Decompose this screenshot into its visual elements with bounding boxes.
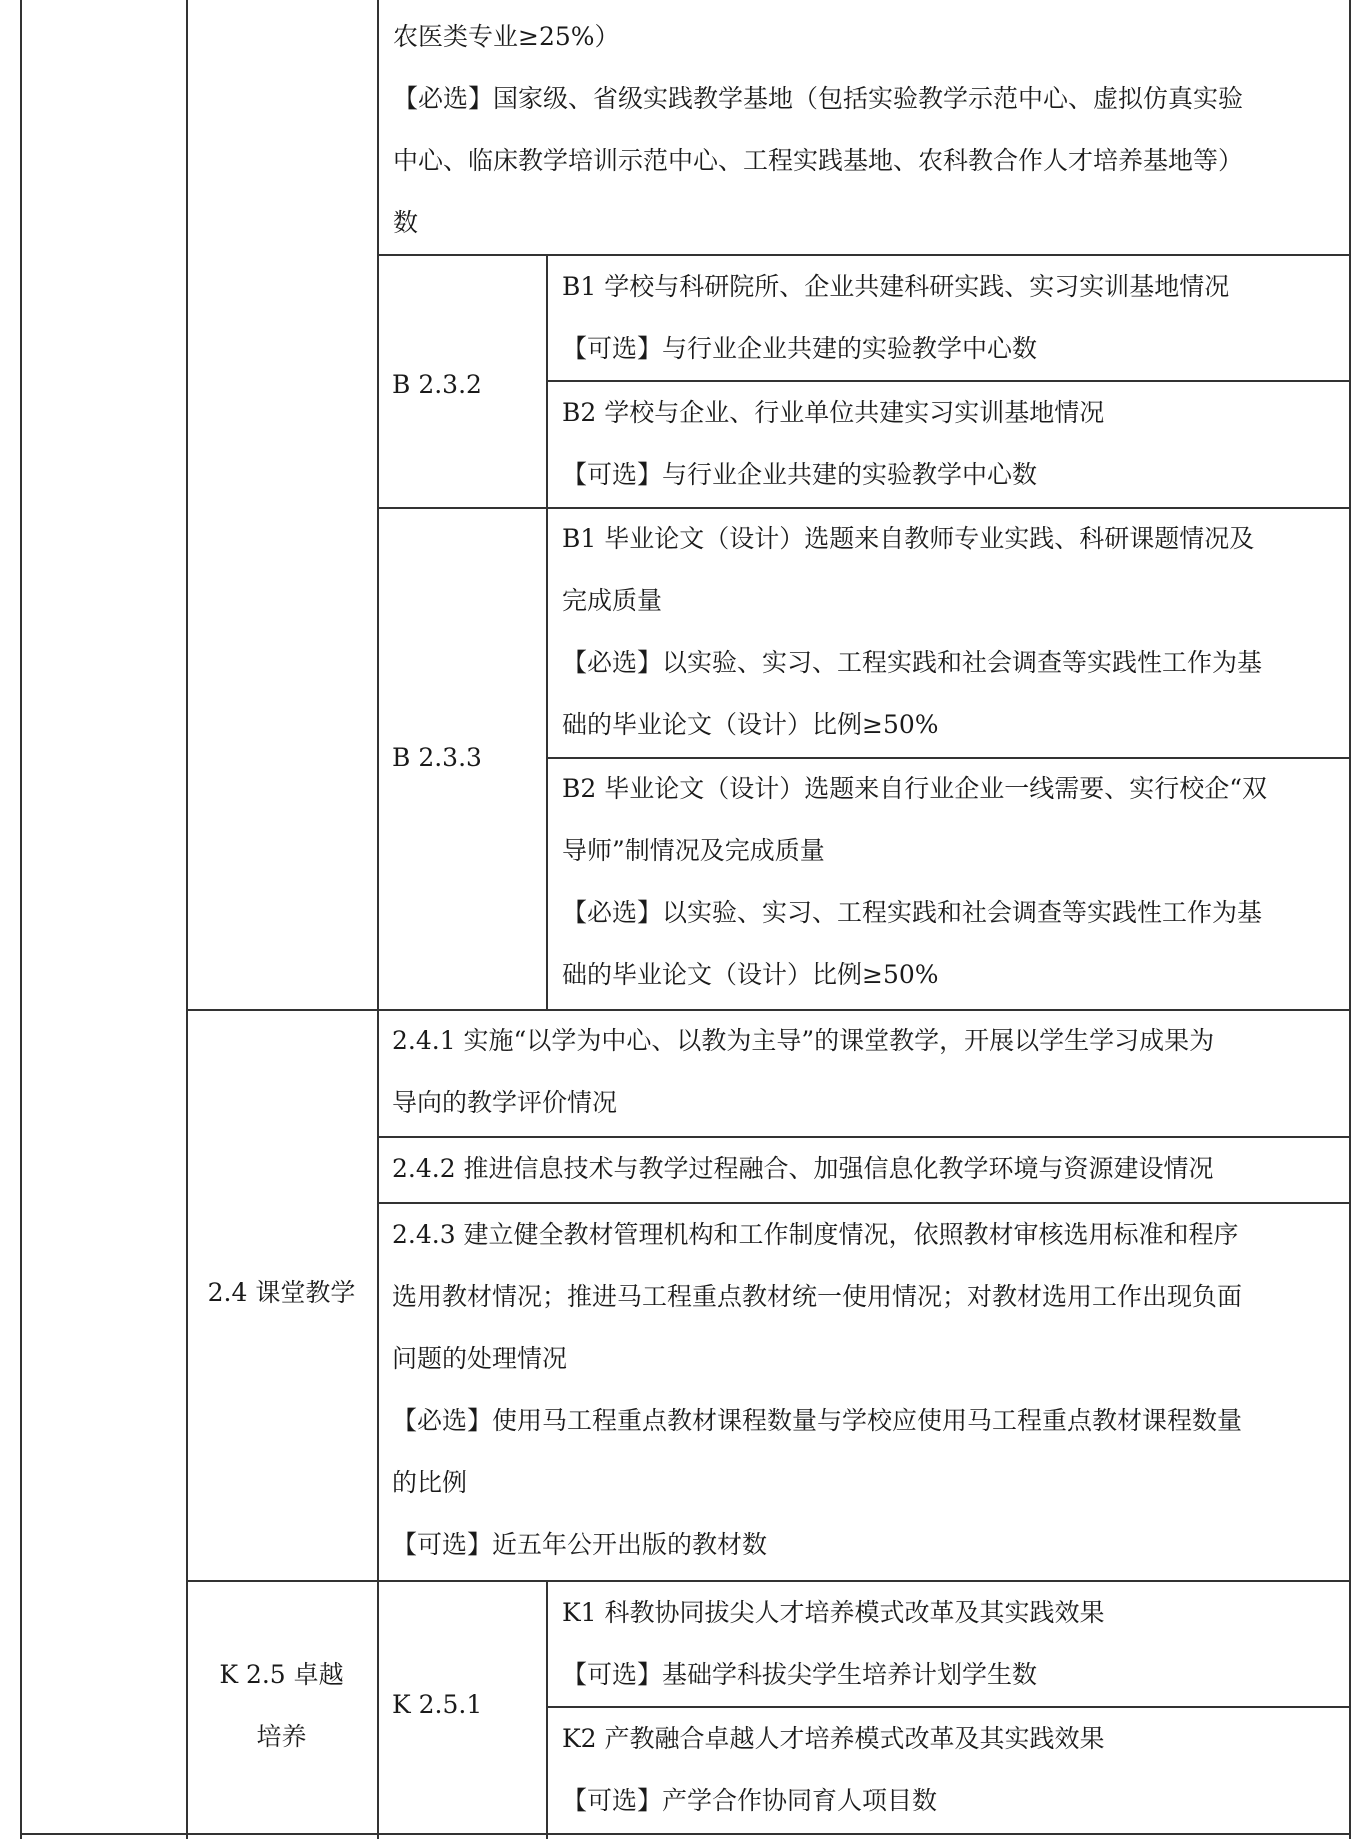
table-row-divider [377, 507, 1350, 509]
cell-text: B1 学校与科研院所、企业共建科研实践、实习实训基地情况 [562, 272, 1230, 301]
cell-text: 2.4.2 推进信息技术与教学过程融合、加强信息化教学环境与资源建设情况 [392, 1154, 1214, 1183]
cell-text: 础的毕业论文（设计）比例≥50% [562, 710, 939, 739]
table-row-divider [546, 757, 1350, 759]
cell-text: K2 产教融合卓越人才培养模式改革及其实践效果 [562, 1724, 1105, 1753]
cell-text: 【可选】与行业企业共建的实验教学中心数 [562, 334, 1038, 363]
cell-text: 选用教材情况；推进马工程重点教材统一使用情况；对教材选用工作出现负面 [392, 1282, 1243, 1311]
cell-text: 【必选】国家级、省级实践教学基地（包括实验教学示范中心、虚拟仿真实验 [393, 84, 1244, 113]
cell-text: 导向的教学评价情况 [392, 1088, 618, 1117]
section-label: 2.4 课堂教学 [207, 1278, 356, 1307]
table-col-divider-1 [186, 0, 188, 1839]
indicator-code: B 2.3.2 [392, 370, 482, 399]
table-row-divider [377, 1136, 1350, 1138]
indicator-code: B 2.3.3 [392, 743, 482, 772]
table-row-divider [546, 1706, 1350, 1708]
cell-text: 2.4.1 实施“以学为中心、以教为主导”的课堂教学，开展以学生学习成果为 [392, 1026, 1215, 1055]
cell-text: B2 学校与企业、行业单位共建实习实训基地情况 [562, 398, 1105, 427]
cell-text: 【必选】以实验、实习、工程实践和社会调查等实践性工作为基 [562, 898, 1263, 927]
table-col-divider-3 [546, 254, 548, 1009]
table-col-divider-2 [377, 0, 379, 1839]
indicator-code: K 2.5.1 [392, 1690, 483, 1719]
cell-text: B2 毕业论文（设计）选题来自行业企业一线需要、实行校企“双 [562, 774, 1268, 803]
cell-text: 完成质量 [562, 586, 663, 615]
table-border-bottom [20, 1833, 1350, 1835]
table-border-left [20, 0, 22, 1839]
cell-text: 【必选】使用马工程重点教材课程数量与学校应使用马工程重点教材课程数量 [392, 1406, 1243, 1435]
cell-text: 础的毕业论文（设计）比例≥50% [562, 960, 939, 989]
cell-text: 问题的处理情况 [392, 1344, 568, 1373]
cell-text: K1 科教协同拔尖人才培养模式改革及其实践效果 [562, 1598, 1105, 1627]
cell-text: 【可选】近五年公开出版的教材数 [392, 1530, 768, 1559]
cell-text: 导师”制情况及完成质量 [562, 836, 825, 865]
cell-text: 2.4.3 建立健全教材管理机构和工作制度情况，依照教材审核选用标准和程序 [392, 1220, 1239, 1249]
table-row-divider [186, 1009, 1350, 1011]
cell-text: 农医类专业≥25%） [393, 22, 620, 51]
section-label: 培养 [256, 1722, 307, 1751]
cell-text: 【必选】以实验、实习、工程实践和社会调查等实践性工作为基 [562, 648, 1263, 677]
cell-text: 的比例 [392, 1468, 468, 1497]
cell-text: B1 毕业论文（设计）选题来自教师专业实践、科研课题情况及 [562, 524, 1255, 553]
section-label: K 2.5 卓越 [219, 1660, 344, 1689]
table-row-divider [377, 254, 1350, 256]
table-col-divider-3b [546, 1580, 548, 1839]
cell-text: 【可选】与行业企业共建的实验教学中心数 [562, 460, 1038, 489]
table-row-divider [377, 1202, 1350, 1204]
cell-text: 【可选】产学合作协同育人项目数 [562, 1786, 938, 1815]
table-row-divider [546, 380, 1350, 382]
table-border-right [1349, 0, 1351, 1839]
cell-text: 数 [393, 208, 419, 237]
table-row-divider [186, 1580, 1350, 1582]
cell-text: 中心、临床教学培训示范中心、工程实践基地、农科教合作人才培养基地等） [393, 146, 1244, 175]
cell-text: 【可选】基础学科拔尖学生培养计划学生数 [562, 1660, 1038, 1689]
